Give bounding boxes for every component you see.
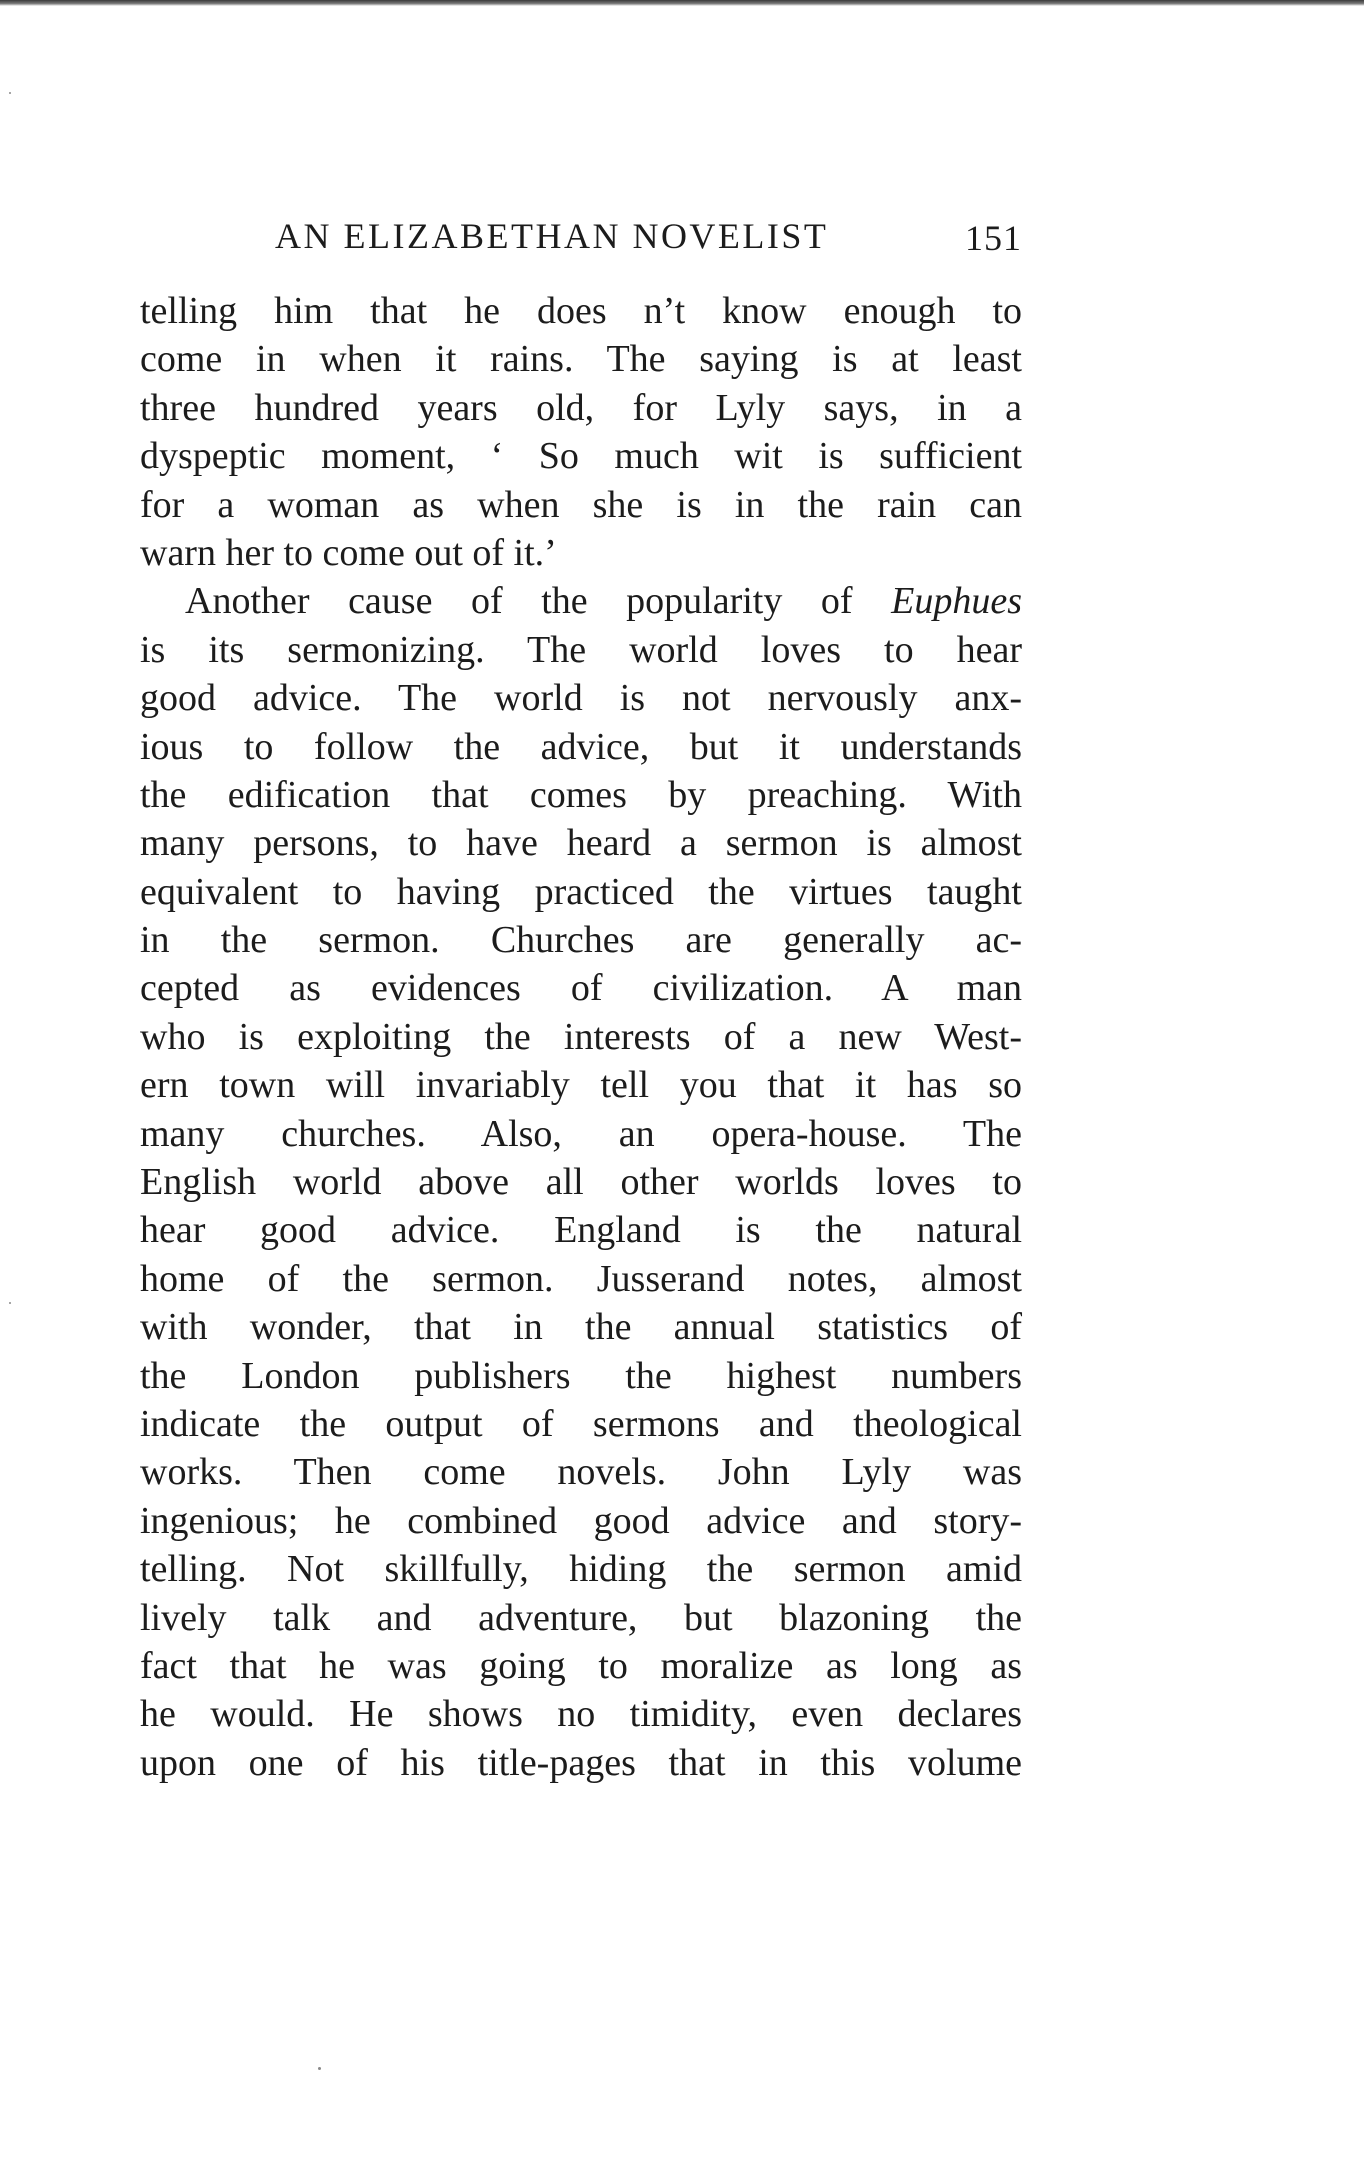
text-line: lively talk and adventure, but blazoning the: [140, 1596, 1022, 1639]
text-line: dyspeptic moment, ‘ So much wit is sufficient: [140, 435, 1022, 478]
text-line: cepted as evidences of civilization. A man: [140, 967, 1022, 1010]
text-line: telling. Not skillfully, hiding the sermon amid: [140, 1548, 1022, 1591]
text-line: fact that he was going to moralize as long as: [140, 1644, 1022, 1687]
paragraph-2: [140, 577, 1022, 1787]
text-line: ious to follow the advice, but it understands: [140, 725, 1022, 768]
text-line: who is exploiting the interests of a new West-: [140, 1015, 1022, 1058]
text-line: indicate the output of sermons and theological: [140, 1402, 1022, 1445]
text-line: he would. He shows no timidity, even declares: [140, 1693, 1022, 1736]
text-line: home of the sermon. Jusserand notes, almost: [140, 1257, 1022, 1300]
page-header: [140, 215, 1022, 265]
text-line: come in when it rains. The saying is at least: [140, 338, 1022, 381]
text-line: works. Then come novels. John Lyly was: [140, 1451, 1022, 1494]
text-line: for a woman as when she is in the rain can: [140, 483, 1022, 526]
paragraph-1: [140, 287, 1022, 577]
text-line: [140, 577, 1022, 625]
text-line: ern town will invariably tell you that it has so: [140, 1064, 1022, 1107]
running-head: AN ELIZABETHAN NOVELIST: [275, 216, 829, 256]
text-line: is its sermonizing. The world loves to hear: [140, 628, 1022, 671]
text-line: in the sermon. Churches are generally ac-: [140, 919, 1022, 962]
text-line: telling him that he does n’t know enough to: [140, 290, 1022, 332]
text-line: many churches. Also, an opera-house. The: [140, 1112, 1022, 1155]
text-line: good advice. The world is not nervously anx-: [140, 677, 1022, 720]
text-line: equivalent to having practiced the virtues taught: [140, 870, 1022, 913]
page-top-edge: [0, 0, 1364, 6]
body-text: [140, 287, 1022, 1787]
text-line: three hundred years old, for Lyly says, in a: [140, 386, 1022, 429]
text-line: warn her to come out of it.’: [140, 531, 557, 574]
text-line: many persons, to have heard a sermon is almost: [140, 822, 1022, 865]
text-line: the edification that comes by preaching. With: [140, 773, 1022, 816]
text-segment: Another cause of the popularity of: [185, 580, 853, 623]
text-line: upon one of his title-pages that in this volume: [140, 1741, 1022, 1784]
paper-speck: [9, 1302, 11, 1304]
text-line: hear good advice. England is the natural: [140, 1209, 1022, 1252]
paper-speck: [318, 2067, 321, 2070]
text-line: ingenious; he combined good advice and story-: [140, 1499, 1022, 1542]
paper-speck: [9, 92, 11, 94]
text-line: the London publishers the highest numbers: [140, 1354, 1022, 1397]
text-line: with wonder, that in the annual statistics of: [140, 1306, 1022, 1349]
text-line: English world above all other worlds loves to: [140, 1161, 1022, 1204]
book-title-euphues: Euphues: [891, 580, 1022, 623]
page-number: 151: [965, 218, 1022, 258]
